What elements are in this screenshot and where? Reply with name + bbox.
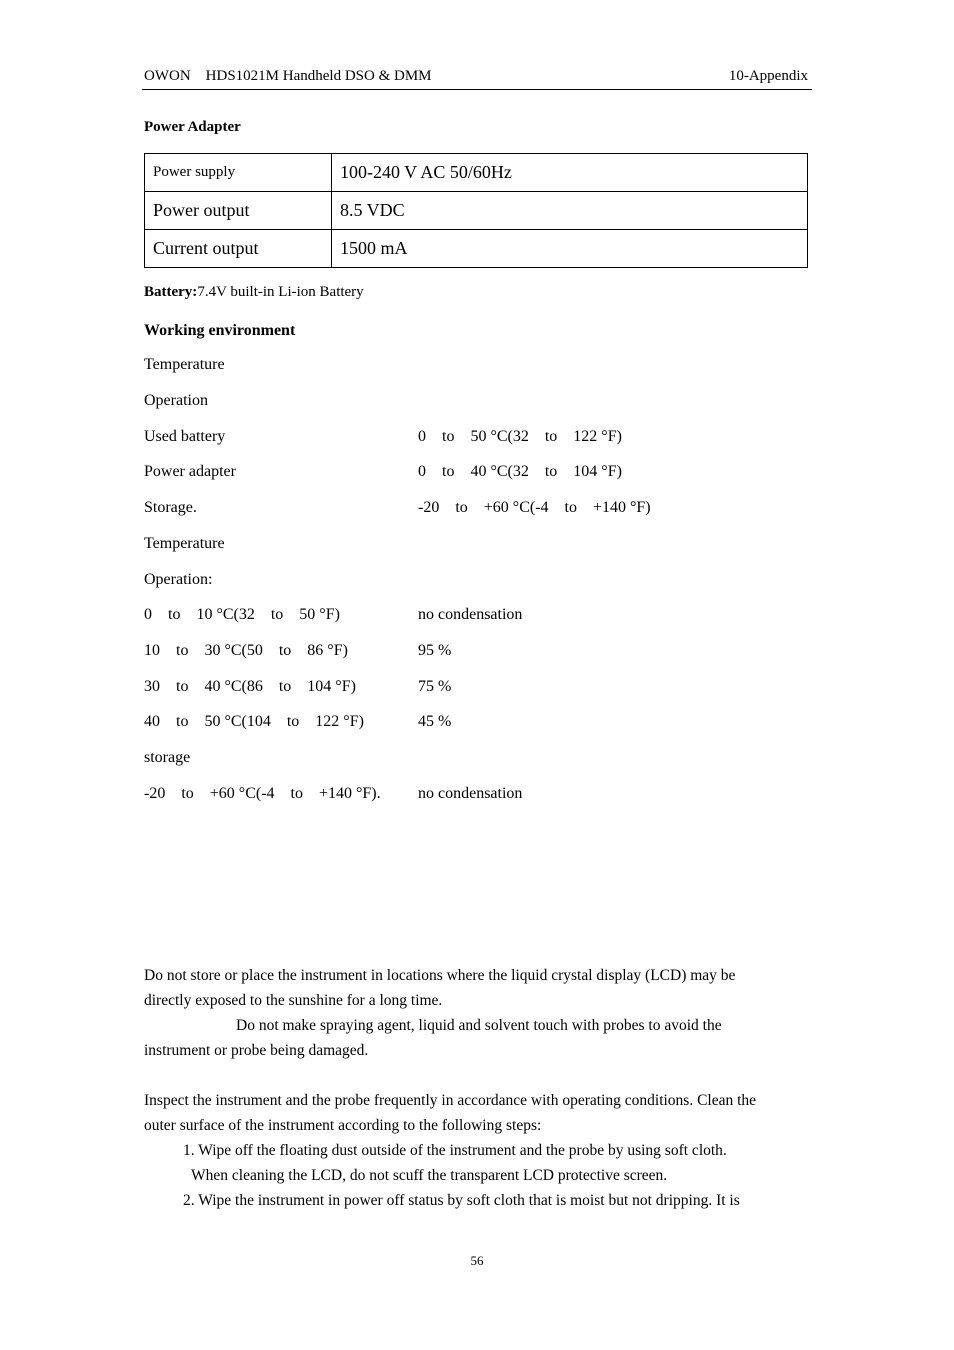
table-cell-value: 100-240 V AC 50/60Hz [332,154,808,192]
care-step: 2. Wipe the instrument in power off status by soft cloth that is moist but not dripping. It is [183,1192,740,1209]
care-step: 1. Wipe off the floating dust outside of the instrument and the probe by using soft cloth. [183,1142,727,1159]
env-value: 0 to 40 °C(32 to 104 °F) [418,463,622,480]
env-value: -20 to +60 °C(-4 to +140 °F) [418,499,651,516]
power-adapter-table [144,153,808,268]
humidity-value: 75 % [418,678,452,695]
table-cell-label: Current output [145,230,332,268]
humidity-operation-heading: Operation: [144,571,213,588]
operation-heading: Operation [144,392,208,409]
running-header-left: OWON HDS1021M Handheld DSO & DMM [144,68,432,84]
humidity-value: 45 % [418,713,452,730]
running-header-right: 10-Appendix [728,68,808,84]
temperature-heading: Temperature [144,356,225,373]
battery-value: 7.4V built-in Li-ion Battery [197,284,364,300]
humidity-label: 0 to 10 °C(32 to 50 °F) [144,606,340,623]
table-cell-label: Power supply [145,154,332,192]
env-label: Storage. [144,499,197,516]
care-text-line: directly exposed to the sunshine for a long time. [144,992,443,1009]
env-label: Used battery [144,428,226,445]
care-text-line: instrument or probe being damaged. [144,1042,369,1059]
power-adapter-title: Power Adapter [144,119,241,135]
care-text-line: Do not store or place the instrument in locations where the liquid crystal display (LCD) may be [144,967,736,984]
table-cell-value: 1500 mA [332,230,808,268]
storage-value: no condensation [418,785,523,802]
care-text-line: Inspect the instrument and the probe frequently in accordance with operating conditions. Clean the [144,1092,757,1109]
storage-heading: storage [144,749,191,766]
table-row [145,192,808,230]
humidity-temperature-heading: Temperature [144,535,225,552]
storage-label: -20 to +60 °C(-4 to +140 °F). [144,785,381,802]
env-value: 0 to 50 °C(32 to 122 °F) [418,428,622,445]
env-label: Power adapter [144,463,236,480]
humidity-value: 95 % [418,642,452,659]
battery-label: Battery: [144,284,198,300]
care-text-line: outer surface of the instrument according to the following steps: [144,1117,542,1134]
battery-line [144,284,364,301]
page-number: 56 [470,1253,484,1268]
working-environment-title: Working environment [144,322,296,339]
table-cell-label: Power output [145,192,332,230]
table-row [145,154,808,192]
humidity-label: 10 to 30 °C(50 to 86 °F) [144,642,348,659]
table-cell-value: 8.5 VDC [332,192,808,230]
humidity-value: no condensation [418,606,523,623]
table-row [145,230,808,268]
care-text-line: Do not make spraying agent, liquid and solvent touch with probes to avoid the [236,1017,722,1034]
care-step: When cleaning the LCD, do not scuff the transparent LCD protective screen. [191,1167,668,1184]
humidity-label: 30 to 40 °C(86 to 104 °F) [144,678,356,695]
humidity-label: 40 to 50 °C(104 to 122 °F) [144,713,364,730]
header-rule [142,89,812,90]
